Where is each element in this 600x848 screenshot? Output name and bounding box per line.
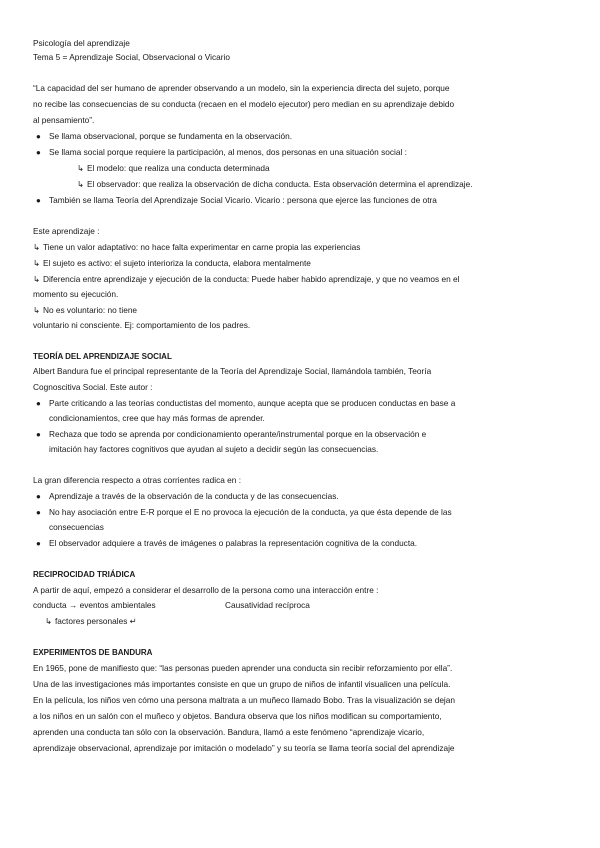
- arrow-return-icon: ↳: [33, 258, 40, 268]
- triad-left: conducta → eventos ambientales: [33, 600, 156, 610]
- bullet-item: Rechaza que todo se aprenda por condicionamiento operante/instrumental porque en la observación e: [49, 429, 427, 439]
- bullet-item: No hay asociación entre E-R porque el E no provoca la ejecución de la conducta, ya que ésta depende de las: [49, 507, 452, 517]
- bullet-dot: ●: [36, 508, 41, 517]
- arrow-return-icon: ↳: [45, 616, 52, 626]
- paragraph-line: Una de las investigaciones más importantes consiste en que un grupo de niños de infantil visualicen una película.: [33, 679, 451, 689]
- bullet-dot: ●: [36, 399, 41, 408]
- triad-factors: ↳ factores personales ↵: [45, 616, 137, 626]
- triad-right: Causatividad recíproca: [225, 600, 310, 610]
- bullet-item: Aprendizaje a través de la observación de la conducta y de las consecuencias.: [49, 491, 339, 501]
- section-heading: Este aprendizaje :: [33, 226, 100, 236]
- bullet-dot: ●: [36, 492, 41, 501]
- arrow-return-icon: ↳: [33, 274, 40, 284]
- section-heading-experimentos: EXPERIMENTOS DE BANDURA: [33, 648, 153, 657]
- arrow-return-icon: ↳: [77, 163, 84, 173]
- bullet-dot: ●: [36, 148, 41, 157]
- bullet-dot: ●: [36, 430, 41, 439]
- paragraph-line: a los niños en un salón con el muñeco y objetos. Bandura observa que los niños modifican su comportamiento,: [33, 711, 442, 721]
- arrow-return-icon: ↳: [77, 179, 84, 189]
- bullet-dot: ●: [36, 196, 41, 205]
- arrow-item: ↳ Diferencia entre aprendizaje y ejecución de la conducta: Puede haber habido aprendizaje, y que no veamos en el: [33, 274, 460, 284]
- bullet-item-cont: imitación hay factores cognitivos que ayudan al sujeto a decidir según las consecuencias.: [49, 444, 379, 454]
- paragraph-line: Cognoscitiva Social. Este autor :: [33, 382, 153, 392]
- paragraph-line: En la película, los niños ven cómo una persona maltrata a un muñeco llamado Bobo. Tras la visualización se dejan: [33, 695, 456, 705]
- intro-line: “La capacidad del ser humano de aprender observando a un modelo, sin la experiencia directa del sujeto, porque: [33, 83, 450, 93]
- paragraph-line: aprendizaje observacional, aprendizaje por imitación o modelado” y su teoría se llama teoría social del aprendizaje: [33, 743, 455, 753]
- bullet-item-cont: consecuencias: [49, 522, 104, 532]
- bullet-item: También se llama Teoría del Aprendizaje Social Vicario. Vicario : persona que ejerce las funciones de otra: [49, 195, 437, 205]
- arrow-return-icon: ↳: [33, 242, 40, 252]
- paragraph-line: aprenden una conducta tan sólo con la observación. Bandura, llamó a este fenómeno “aprendizaje vicario,: [33, 727, 425, 737]
- document-subtitle: Tema 5 = Aprendizaje Social, Observacional o Vicario: [33, 52, 231, 62]
- paragraph-line: A partir de aquí, empezó a considerar el desarrollo de la persona como una interacción entre :: [33, 585, 379, 595]
- bullet-dot: ●: [36, 132, 41, 141]
- arrow-item: ↳ No es voluntario: no tiene: [33, 305, 138, 315]
- paragraph-line: Albert Bandura fue el principal representante de la Teoría del Aprendizaje Social, llamándola también, Teoría: [33, 366, 432, 376]
- bullet-item: Parte criticando a las teorías conductistas del momento, aunque acepta que se producen conductas en base a: [49, 398, 456, 408]
- sub-item: ↳ El observador: que realiza la observación de dicha conducta. Esta observación determina el aprendizaje.: [77, 179, 473, 189]
- arrow-item: ↳ Tiene un valor adaptativo: no hace falta experimentar en carne propia las experiencias: [33, 242, 361, 252]
- arrow-item: ↳ El sujeto es activo: el sujeto interioriza la conducta, elabora mentalmente: [33, 258, 311, 268]
- continuation-line: voluntario ni consciente. Ej: comportamiento de los padres.: [33, 320, 251, 330]
- section-heading-reciprocidad: RECIPROCIDAD TRIÁDICA: [33, 570, 136, 579]
- bullet-item-cont: condicionamientos, cree que hay más formas de aprender.: [49, 413, 265, 423]
- section-heading-teoria: TEORÍA DEL APRENDIZAJE SOCIAL: [33, 352, 172, 361]
- document-title: Psicología del aprendizaje: [33, 38, 130, 48]
- intro-line: al pensamiento”.: [33, 115, 95, 125]
- bullet-dot: ●: [36, 539, 41, 548]
- arrow-return-icon: ↳: [33, 305, 40, 315]
- section-heading: La gran diferencia respecto a otras corrientes radica en :: [33, 475, 241, 485]
- bullet-item: Se llama observacional, porque se fundamenta en la observación.: [49, 131, 293, 141]
- continuation-line: momento su ejecución.: [33, 289, 119, 299]
- paragraph-line: En 1965, pone de manifiesto que: “las personas pueden aprender una conducta sin recibir reforzamiento por ella”.: [33, 663, 453, 673]
- sub-item: ↳ El modelo: que realiza una conducta determinada: [77, 163, 270, 173]
- bullet-item: El observador adquiere a través de imágenes o palabras la representación cognitiva de la conducta.: [49, 538, 418, 548]
- bullet-item: Se llama social porque requiere la participación, al menos, dos personas en una situación social :: [49, 147, 407, 157]
- intro-line: no recibe las consecuencias de su conducta (recaen en el modelo ejecutor) pero median en su aprendizaje debido: [33, 99, 455, 109]
